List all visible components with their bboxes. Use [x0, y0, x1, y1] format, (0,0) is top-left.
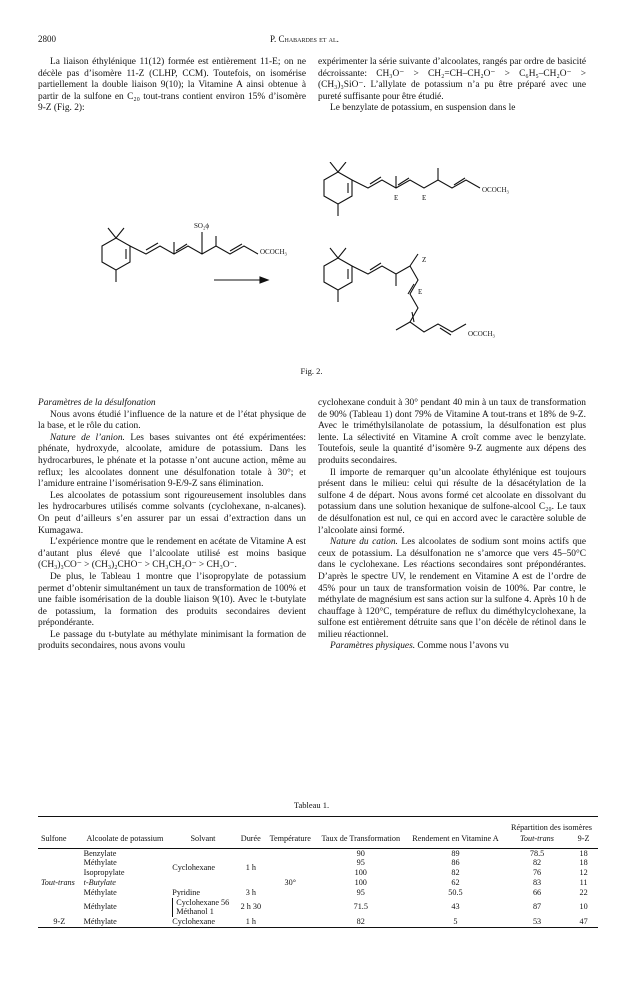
col-header-repartition: Répartition des isomères: [510, 823, 592, 832]
sulfone-structure: [102, 228, 258, 282]
table-cell: Pyridine: [172, 887, 201, 897]
table-cell: 78.5: [529, 848, 545, 858]
run-in-heading: Nature du cation.: [330, 537, 398, 548]
col-header-alcoolate: Alcoolate de potassium: [86, 833, 164, 843]
table-cell: 95: [356, 887, 365, 897]
ester-label: OCOCH₃: [260, 248, 287, 256]
table-cell: 87: [532, 902, 542, 912]
table-cell: Méthylate: [83, 887, 117, 897]
col-header-taux: Taux de Transformation: [321, 833, 401, 843]
col-header-temperature: Température: [269, 833, 311, 843]
table-cell: 1 h: [245, 917, 256, 927]
table-cell: 89: [451, 848, 460, 858]
right-column-top: [318, 57, 586, 115]
table-cell: 100: [354, 868, 367, 878]
table-cell: 5: [453, 917, 458, 927]
left-column-bottom: [38, 398, 306, 653]
table-cell: 62: [451, 877, 460, 887]
table-row: [38, 868, 598, 878]
table-cell: 3 h: [245, 887, 256, 897]
paragraph: [318, 537, 586, 641]
paragraph: [38, 433, 306, 491]
table-cell: 43: [451, 902, 460, 912]
table-row: [38, 848, 598, 858]
table-cell: 22: [579, 887, 588, 897]
table-cell: 83: [532, 877, 542, 887]
run-in-heading: Paramètres physiques.: [330, 641, 416, 652]
paragraph: De plus, le Tableau 1 montre que l’isopropylate de potassium permet d’obtenir simultanément un taux de transformation de 100% et une faible isomérisation de la double liaison 9(10). Avec le t-butylate de potassium, la formation des produits secondaires devient prépondérante.: [38, 571, 306, 629]
table-cell: 86: [451, 858, 460, 868]
table-cell: 95: [356, 858, 365, 868]
table-cell: 30°: [284, 877, 296, 887]
figure-caption: Fig. 2.: [300, 366, 323, 376]
table-cell: 50.5: [448, 887, 463, 897]
table-cell: 11: [579, 877, 588, 887]
table-row: [38, 858, 598, 868]
table-cell: 10: [579, 902, 588, 912]
e-label: E: [422, 194, 427, 202]
solvent-mixture: [172, 898, 229, 918]
table-cell: 18: [579, 858, 588, 868]
table-row: [38, 898, 598, 918]
paragraph: Le passage du t-butylate au méthylate minimisant la formation de produits secondaires, nous avons voulu: [38, 629, 306, 652]
e-label: E: [394, 194, 399, 202]
table-cell: 82: [532, 858, 542, 868]
table-cell: 47: [579, 917, 588, 927]
table-cell: 1 h: [245, 863, 256, 873]
vitamin-a-acetate-9z: [324, 248, 466, 335]
results-table: [38, 816, 598, 928]
paragraph: Les alcoolates de potassium sont rigoureusement insolubles dans les hydrocarbures utilisés comme solvants (cyclohexane, n-alcanes). On peut d’ailleurs s’en assurer par un essai d’extraction dans un Kumagawa.: [38, 490, 306, 536]
table-cell: t-Butylate: [83, 877, 116, 887]
paragraph-text: Les bases suivantes ont été expérimentées: phénate, hydroxyde, alcoolate, amidure de potassium. Dans les hydrocarbures, le phénate et la potasse n’ont aucune action, même au reflux; les alcoolates donnent une désulfonation totale à 30°; et l’amidure entraine l’isomérisation 9-E/9-Z sans élimination.: [38, 432, 307, 490]
col-header-rendement: Rendement en Vitamine A: [412, 833, 499, 843]
paragraph: expérimenter la série suivante d’alcoolates, rangés par ordre de basicité décroissante: CH₃O⁻ > CH₂=CH–CH₂O⁻ > C₆H₅–CH₂O⁻ > (CH₃)₃SiO⁻. L’allylate de potassium n’a pu être préparé avec une pureté suffisante pour être étudié.: [318, 57, 586, 102]
ester-label: OCOCH₃: [482, 186, 509, 194]
table-cell: 82: [356, 917, 365, 927]
paragraph: Nous avons étudié l’influence de la nature et de l’état physique de la base, et le rôle du cation.: [38, 409, 306, 432]
table-cell: 76: [532, 868, 542, 878]
vitamin-a-acetate-all-trans: [324, 162, 480, 216]
col-header-9z: 9-Z: [577, 833, 590, 843]
paragraph: Le benzylate de potassium, en suspension dans le: [330, 103, 516, 114]
z-label: Z: [422, 256, 427, 264]
paragraph: Il importe de remarquer qu’un alcoolate éthylénique est toujours présent dans le milieu: celui qui résulte de la désacétylation de la sulfone 4 de départ. Nous avons formé cet alcoolate en dissolvant du potassium dans une solution hexanique de sulfone-alcool C₂₀. Le taux de désulfonation est nul, ce qui en accord avec le caractère soluble de l’alcoolate ainsi formé.: [318, 467, 586, 536]
table-cell: Méthanol 1: [176, 907, 214, 917]
paragraph-text: Comme nous l’avons vu: [415, 641, 509, 652]
table-row: [38, 917, 598, 927]
table-cell: Cyclohexane 56: [176, 897, 230, 907]
paragraph: cyclohexane conduit à 30° pendant 40 min à un taux de transformation de 90% (Tableau 1) dont 79% de Vitamine A tout-trans et 18% de 9-Z. Avec le triméthylsilanolate de potassium, la désulfonation est plus lente. La sélectivité en Vitamine A croît comme avec le benzylate. Toutefois, seule la quantité d’isomère 9-Z augmente aux dépens des produits secondaires.: [318, 398, 586, 466]
ester-label: OCOCH₃: [468, 330, 495, 338]
page-number: 2800: [38, 34, 56, 44]
table-cell: 82: [451, 868, 460, 878]
col-header-sulfone: Sulfone: [41, 833, 67, 843]
run-in-heading: Nature de l’anion.: [50, 432, 125, 443]
table-cell: Tout-trans: [41, 877, 75, 887]
table-cell: Cyclohexane: [172, 863, 216, 873]
table-cell: Isopropylate: [83, 868, 125, 878]
table-cell: 100: [354, 877, 367, 887]
table-cell: 90: [356, 848, 365, 858]
table-cell: 12: [579, 868, 588, 878]
so2-label: SO₂ϕ: [194, 222, 210, 230]
section-heading: Paramètres de la désulfonation: [38, 398, 156, 408]
table-cell: 66: [532, 887, 542, 897]
paragraph: La liaison éthylénique 11(12) formée est entièrement 11-E; on ne décèle pas d’isomère 11-Z (CLHP, CCM). Toutefois, on isomérise partiellement la double liaison 9(10); la Vitamine A ainsi obtenue à partir de la sulfone en C₂₀ tout-trans contient environ 15% d’isomère 9-Z (Fig. 2):: [38, 57, 306, 114]
table-row: [38, 888, 598, 898]
table-cell: 71.5: [353, 902, 368, 912]
col-header-solvant: Solvant: [190, 833, 216, 843]
table-caption: Tableau 1.: [293, 800, 330, 810]
reaction-scheme-figure: [88, 162, 548, 374]
running-header: P. Chabardes et al.: [270, 34, 339, 44]
paragraph: [318, 641, 586, 653]
table-cell: Méthylate: [83, 917, 117, 927]
paragraph: L’expérience montre que le rendement en acétate de Vitamine A est d’autant plus élevé que l’alcoolate utilisé est moins basique (CH₃)₃CO⁻ > (CH₃)₂CHO⁻ > CH₃CH₂O⁻ > CH₃O⁻.: [38, 537, 306, 571]
left-column-top: [38, 57, 306, 115]
e-label: E: [418, 288, 423, 296]
table-cell: 2 h 30: [240, 902, 262, 912]
col-header-tout-trans: Tout-trans: [520, 833, 554, 843]
paragraph-text: Les alcoolates de sodium sont moins actifs que ceux de potassium. La désulfonation ne s’amorce que vers 45–50°C dans le cyclohexane. Les réactions secondaires sont prépondérantes. D’après le spectre UV, le rendement en Vitamine A est de l’ordre de 45% pour un taux de transformation voisin de 100%. Par contre, le méthylate de magnésium est sans action sur la sulfone 4. Après 10 h de chauffage à 120°C, température de reflux du diméthylcyclohexane, la sulfone est entièrement détruite sans que l’on décèle de rétinol dans le milieu réactionnel.: [318, 537, 586, 640]
table-cell: Méthylate: [83, 902, 117, 912]
table-cell: 53: [532, 917, 542, 927]
col-header-duree: Durée: [240, 833, 261, 843]
table-row: [38, 878, 598, 888]
table-cell: Méthylate: [83, 858, 117, 868]
right-column-bottom: [318, 398, 586, 653]
table-cell: Benzylate: [83, 848, 117, 858]
table-cell: 18: [579, 848, 588, 858]
table-cell: 9-Z: [53, 917, 66, 927]
table-cell: Cyclohexane: [172, 917, 216, 927]
